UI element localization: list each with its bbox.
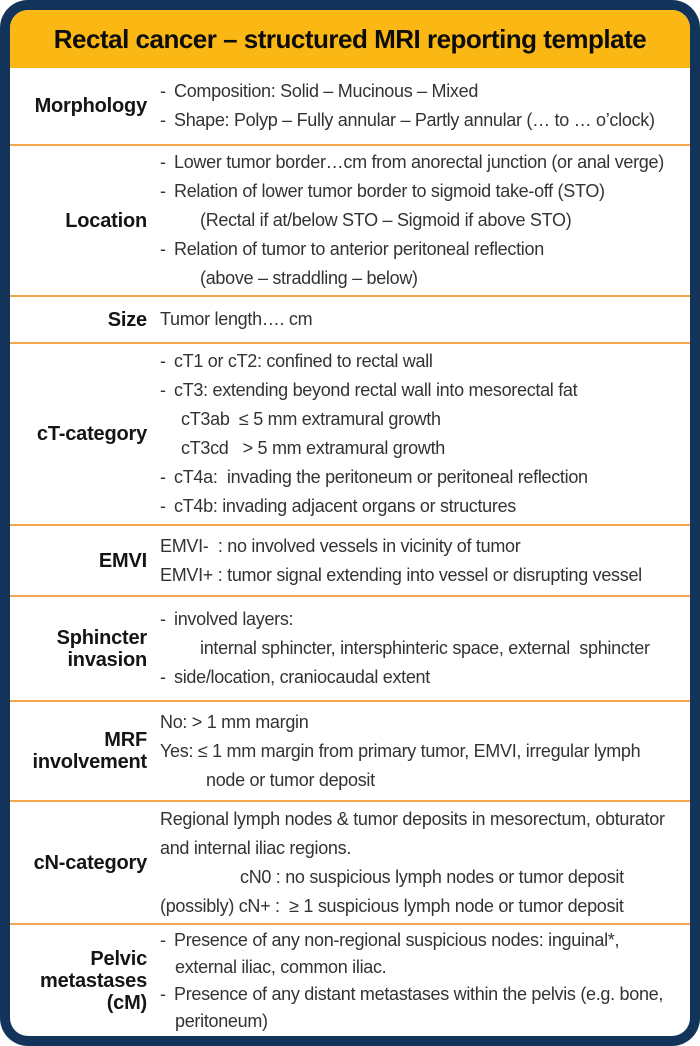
line-text: peritoneum)	[175, 1010, 268, 1031]
bullet-dash: -	[160, 81, 166, 101]
content-line	[160, 605, 688, 634]
content-line	[160, 927, 688, 954]
line-text: cT3cd > 5 mm extramural growth	[181, 438, 445, 458]
bullet-dash: -	[160, 609, 166, 629]
content-line	[181, 405, 688, 434]
line-text: EMVI- : no involved vessels in vicinity of tumor	[160, 535, 521, 556]
line-text: cT3ab ≤ 5 mm extramural growth	[181, 409, 441, 429]
row-content	[160, 77, 690, 135]
row-content	[160, 805, 690, 921]
line-text: involved layers:	[174, 609, 294, 629]
line-text: Shape: Polyp – Fully annular – Partly annular (… to … o’clock)	[174, 110, 655, 130]
content-line	[160, 492, 688, 521]
line-text: cN0 : no suspicious lymph nodes or tumor deposit	[240, 866, 624, 887]
content-line	[200, 206, 688, 235]
content-line	[160, 235, 688, 264]
bullet-dash: -	[160, 110, 166, 130]
line-text: (Rectal if at/below STO – Sigmoid if above STO)	[200, 210, 572, 230]
line-text: node or tumor deposit	[206, 769, 375, 790]
line-text: side/location, craniocaudal extent	[174, 667, 430, 687]
content-line	[160, 463, 688, 492]
row-label-emvi	[10, 550, 160, 572]
row-content	[160, 605, 690, 692]
content-line	[160, 981, 688, 1008]
row-label-line: cT-category	[36, 423, 147, 445]
content-line	[175, 954, 688, 981]
bullet-dash: -	[160, 983, 166, 1004]
content-line	[160, 376, 688, 405]
line-text: Lower tumor border…cm from anorectal junction (or anal verge)	[174, 152, 664, 172]
row-label-pelvic-metastases-cm	[10, 948, 160, 1014]
row-label-ct-category	[10, 423, 160, 445]
row-content	[160, 927, 690, 1035]
line-text: internal sphincter, intersphinteric space, external sphincter	[200, 638, 650, 658]
row-label-location	[10, 210, 160, 232]
report-header	[10, 10, 690, 68]
content-line	[160, 805, 688, 834]
bullet-dash: -	[160, 667, 166, 687]
row-pelvic-metastases-cm	[10, 923, 690, 1036]
content-line	[160, 177, 688, 206]
content-line	[181, 434, 688, 463]
line-text: EMVI+ : tumor signal extending into vessel or disrupting vessel	[160, 564, 642, 585]
row-label-line: Morphology	[34, 95, 147, 117]
row-label-cn-category	[10, 852, 160, 874]
content-line	[160, 708, 688, 737]
bullet-dash: -	[160, 380, 166, 400]
row-content	[160, 532, 690, 590]
row-mrf-involvement	[10, 700, 690, 800]
row-label-line: metastases	[40, 969, 147, 992]
row-ct-category	[10, 342, 690, 524]
content-line	[160, 532, 688, 561]
line-text: Yes: ≤ 1 mm margin from primary tumor, EMVI, irregular lymph	[160, 740, 641, 761]
bullet-dash: -	[160, 929, 166, 950]
line-text: Relation of lower tumor border to sigmoid take-off (STO)	[174, 181, 605, 201]
row-label-line: involvement	[32, 751, 147, 773]
row-label-size	[10, 309, 160, 331]
row-label-sphincter-invasion	[10, 627, 160, 671]
bullet-dash: -	[160, 152, 166, 172]
row-sphincter-invasion	[10, 595, 690, 700]
row-label-line: Size	[107, 308, 147, 331]
content-line	[160, 834, 688, 863]
row-label-line: Pelvic	[90, 947, 147, 970]
line-text: (above – straddling – below)	[200, 268, 418, 288]
row-label-line: MRF	[104, 729, 147, 751]
row-content	[160, 305, 690, 334]
content-line	[200, 634, 688, 663]
report-card	[10, 10, 690, 1036]
content-line	[160, 77, 688, 106]
row-label-line: Sphincter	[56, 626, 147, 649]
content-line	[160, 305, 688, 334]
content-line	[175, 1008, 688, 1035]
row-content	[160, 148, 690, 293]
bullet-dash: -	[160, 351, 166, 371]
content-line	[160, 663, 688, 692]
content-line	[160, 148, 688, 177]
line-text: Regional lymph nodes & tumor deposits in mesorectum, obturator	[160, 808, 665, 829]
row-location	[10, 144, 690, 295]
content-line	[200, 264, 688, 293]
row-morphology	[10, 68, 690, 144]
line-text: cT4a: invading the peritoneum or peritoneal reflection	[174, 467, 588, 487]
bullet-dash: -	[160, 496, 166, 516]
row-size	[10, 295, 690, 342]
content-line	[160, 892, 688, 921]
content-line	[160, 737, 688, 766]
line-text: cT4b: invading adjacent organs or structures	[174, 496, 516, 516]
line-text: external iliac, common iliac.	[175, 956, 387, 977]
line-text: and internal iliac regions.	[160, 837, 352, 858]
row-label-mrf-involvement	[10, 729, 160, 773]
line-text: (possibly) cN+ : ≥ 1 suspicious lymph node or tumor deposit	[160, 895, 624, 916]
line-text: Presence of any distant metastases within the pelvis (e.g. bone,	[174, 983, 664, 1004]
bullet-dash: -	[160, 181, 166, 201]
row-label-line: invasion	[67, 648, 147, 671]
row-label-line: (cM)	[106, 991, 147, 1014]
row-label-line: cN-category	[33, 851, 147, 874]
content-line	[160, 347, 688, 376]
row-label-morphology	[10, 95, 160, 117]
report-rows	[10, 68, 690, 1036]
row-content	[160, 347, 690, 521]
line-text: No: > 1 mm margin	[160, 711, 309, 732]
row-content	[160, 708, 690, 795]
content-line	[160, 106, 688, 135]
line-text: cT3: extending beyond rectal wall into mesorectal fat	[174, 380, 578, 400]
bullet-dash: -	[160, 239, 166, 259]
row-label-line: Location	[65, 209, 147, 232]
content-line	[160, 561, 688, 590]
row-cn-category	[10, 800, 690, 923]
content-line	[206, 766, 688, 795]
row-emvi	[10, 524, 690, 595]
bullet-dash: -	[160, 467, 166, 487]
page-title: Rectal cancer – structured MRI reporting template	[53, 23, 647, 54]
row-label-line: EMVI	[98, 549, 147, 572]
content-line	[240, 863, 688, 892]
line-text: Composition: Solid – Mucinous – Mixed	[174, 81, 479, 101]
line-text: Presence of any non-regional suspicious nodes: inguinal*,	[174, 929, 620, 950]
line-text: Relation of tumor to anterior peritoneal reflection	[174, 239, 544, 259]
line-text: cT1 or cT2: confined to rectal wall	[174, 351, 433, 371]
line-text: Tumor length…. cm	[160, 309, 313, 329]
